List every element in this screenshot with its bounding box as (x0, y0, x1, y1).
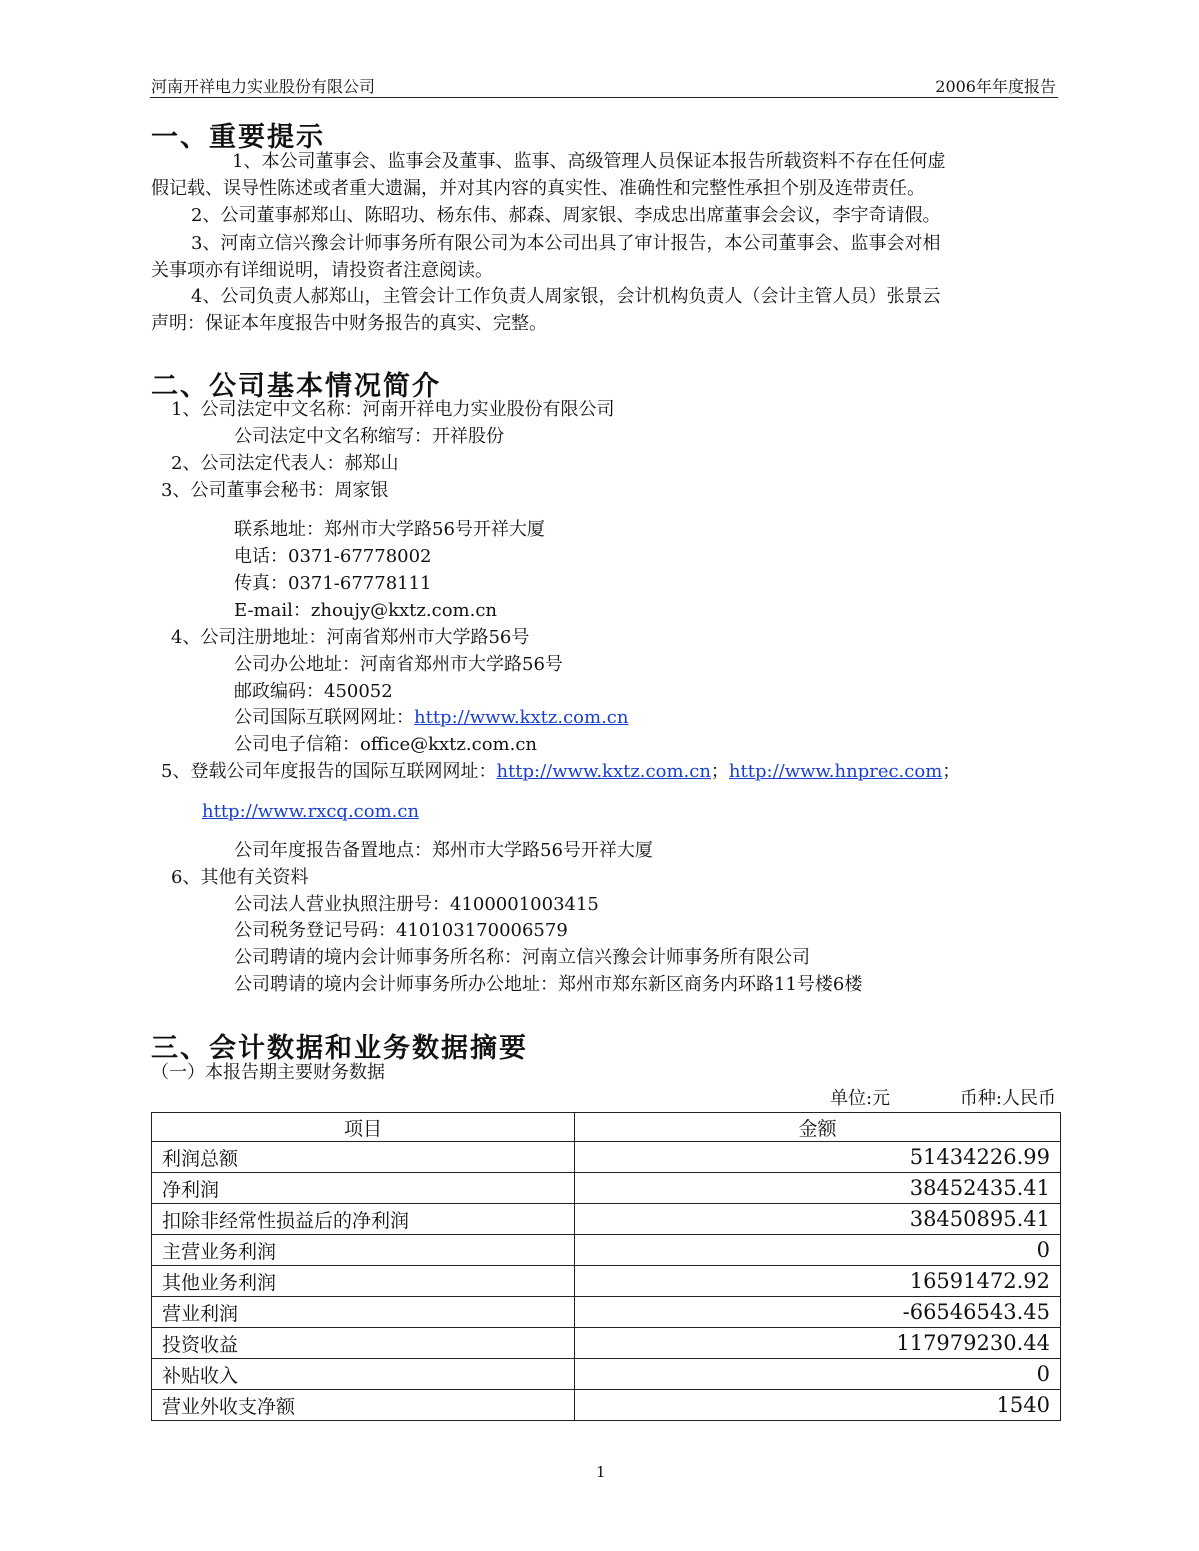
item-3-secretary: 3、公司董事会秘书：周家银 (161, 480, 389, 501)
row-amount: 51434226.99 (575, 1142, 1061, 1173)
row-item: 补贴收入 (152, 1359, 575, 1390)
item-5-label: 5、登载公司年度报告的国际互联网网址： (161, 761, 497, 782)
financial-table (151, 1112, 1061, 1421)
para-4a: 4、公司负责人郝郑山，主管会计工作负责人周家银，会计机构负责人（会计主管人员）张景云 (191, 286, 941, 307)
website-line (234, 705, 628, 731)
url-separator-2: ； (942, 761, 961, 782)
header-report-title: 2006年年度报告 (935, 77, 1056, 96)
table-row (152, 1328, 1061, 1359)
row-amount: 0 (575, 1235, 1061, 1266)
item-1-abbr: 公司法定中文名称缩写：开祥股份 (234, 426, 504, 447)
item-6-other: 6、其他有关资料 (171, 867, 309, 888)
para-3b: 关事项亦有详细说明，请投资者注意阅读。 (151, 260, 493, 281)
section-3-title: 三、会计数据和业务数据摘要 (151, 1033, 528, 1064)
business-license: 公司法人营业执照注册号：4100001003415 (234, 894, 599, 915)
office-address: 公司办公地址：河南省郑州市大学路56号 (234, 654, 563, 675)
row-item: 净利润 (152, 1173, 575, 1204)
row-amount: 16591472.92 (575, 1266, 1061, 1297)
row-amount: -66546543.45 (575, 1297, 1061, 1328)
report-url-2[interactable]: http://www.hnprec.com (728, 761, 943, 782)
table-row (152, 1204, 1061, 1235)
row-item: 利润总额 (152, 1142, 575, 1173)
cpa-firm-name: 公司聘请的境内会计师事务所名称：河南立信兴豫会计师事务所有限公司 (234, 947, 810, 968)
cpa-firm-address: 公司聘请的境内会计师事务所办公地址：郑州市郑东新区商务内环路11号楼6楼 (234, 974, 863, 995)
page-number: 1 (596, 1463, 606, 1481)
table-row (152, 1235, 1061, 1266)
postal-code: 邮政编码：450052 (234, 681, 393, 702)
section-1-title: 一、重要提示 (151, 122, 325, 153)
currency-label: 币种:人民币 (959, 1088, 1056, 1109)
item-5-line (161, 759, 960, 785)
contact-fax: 传真：0371-67778111 (234, 573, 432, 594)
subsection-title: （一）本报告期主要财务数据 (151, 1062, 385, 1083)
header-rule (150, 97, 1058, 98)
col-header-amount: 金额 (575, 1113, 1061, 1142)
table-row (152, 1173, 1061, 1204)
col-header-item: 项目 (152, 1113, 575, 1142)
row-item: 扣除非经常性损益后的净利润 (152, 1204, 575, 1235)
company-email: 公司电子信箱：office@kxtz.com.cn (234, 734, 537, 755)
row-amount: 38452435.41 (575, 1173, 1061, 1204)
table-row (152, 1359, 1061, 1390)
table-row (152, 1142, 1061, 1173)
header-company: 河南开祥电力实业股份有限公司 (151, 77, 376, 96)
item-1-name: 1、公司法定中文名称：河南开祥电力实业股份有限公司 (171, 399, 615, 420)
para-3a: 3、河南立信兴豫会计师事务所有限公司为本公司出具了审计报告，本公司董事会、监事会对相 (191, 233, 941, 254)
row-amount: 38450895.41 (575, 1204, 1061, 1235)
contact-phone: 电话：0371-67778002 (234, 546, 432, 567)
para-1b: 假记载、误导性陈述或者重大遗漏，并对其内容的真实性、准确性和完整性承担个别及连带责任。 (151, 178, 925, 199)
table-row (152, 1266, 1061, 1297)
row-item: 主营业务利润 (152, 1235, 575, 1266)
report-place: 公司年度报告备置地点：郑州市大学路56号开祥大厦 (234, 840, 653, 861)
row-item: 其他业务利润 (152, 1266, 575, 1297)
website-link[interactable]: http://www.kxtz.com.cn (414, 707, 629, 728)
table-row (152, 1297, 1061, 1328)
row-item: 营业外收支净额 (152, 1390, 575, 1421)
report-url-3-line (202, 799, 419, 825)
row-item: 营业利润 (152, 1297, 575, 1328)
website-label: 公司国际互联网网址： (234, 707, 414, 728)
row-amount: 117979230.44 (575, 1328, 1061, 1359)
tax-registration: 公司税务登记号码：410103170006579 (234, 920, 568, 941)
item-2-rep: 2、公司法定代表人：郝郑山 (171, 453, 399, 474)
section-2-title: 二、公司基本情况简介 (151, 371, 441, 402)
row-amount: 0 (575, 1359, 1061, 1390)
table-header-row (152, 1113, 1061, 1142)
contact-address: 联系地址：郑州市大学路56号开祥大厦 (234, 519, 545, 540)
item-4-reg-address: 4、公司注册地址：河南省郑州市大学路56号 (171, 627, 530, 648)
para-4b: 声明：保证本年度报告中财务报告的真实、完整。 (151, 313, 547, 334)
row-item: 投资收益 (152, 1328, 575, 1359)
row-amount: 1540 (575, 1390, 1061, 1421)
table-row (152, 1390, 1061, 1421)
report-url-3[interactable]: http://www.rxcq.com.cn (202, 801, 420, 822)
contact-email: E-mail：zhoujy@kxtz.com.cn (234, 600, 498, 621)
url-separator-1: ； (710, 761, 729, 782)
para-2: 2、公司董事郝郑山、陈昭功、杨东伟、郝森、周家银、李成忠出席董事会会议，李宇奇请假。 (191, 205, 941, 226)
unit-label: 单位:元 (830, 1088, 891, 1109)
para-1a: 1、本公司董事会、监事会及董事、监事、高级管理人员保证本报告所载资料不存在任何虚 (232, 151, 946, 172)
report-url-1[interactable]: http://www.kxtz.com.cn (496, 761, 711, 782)
